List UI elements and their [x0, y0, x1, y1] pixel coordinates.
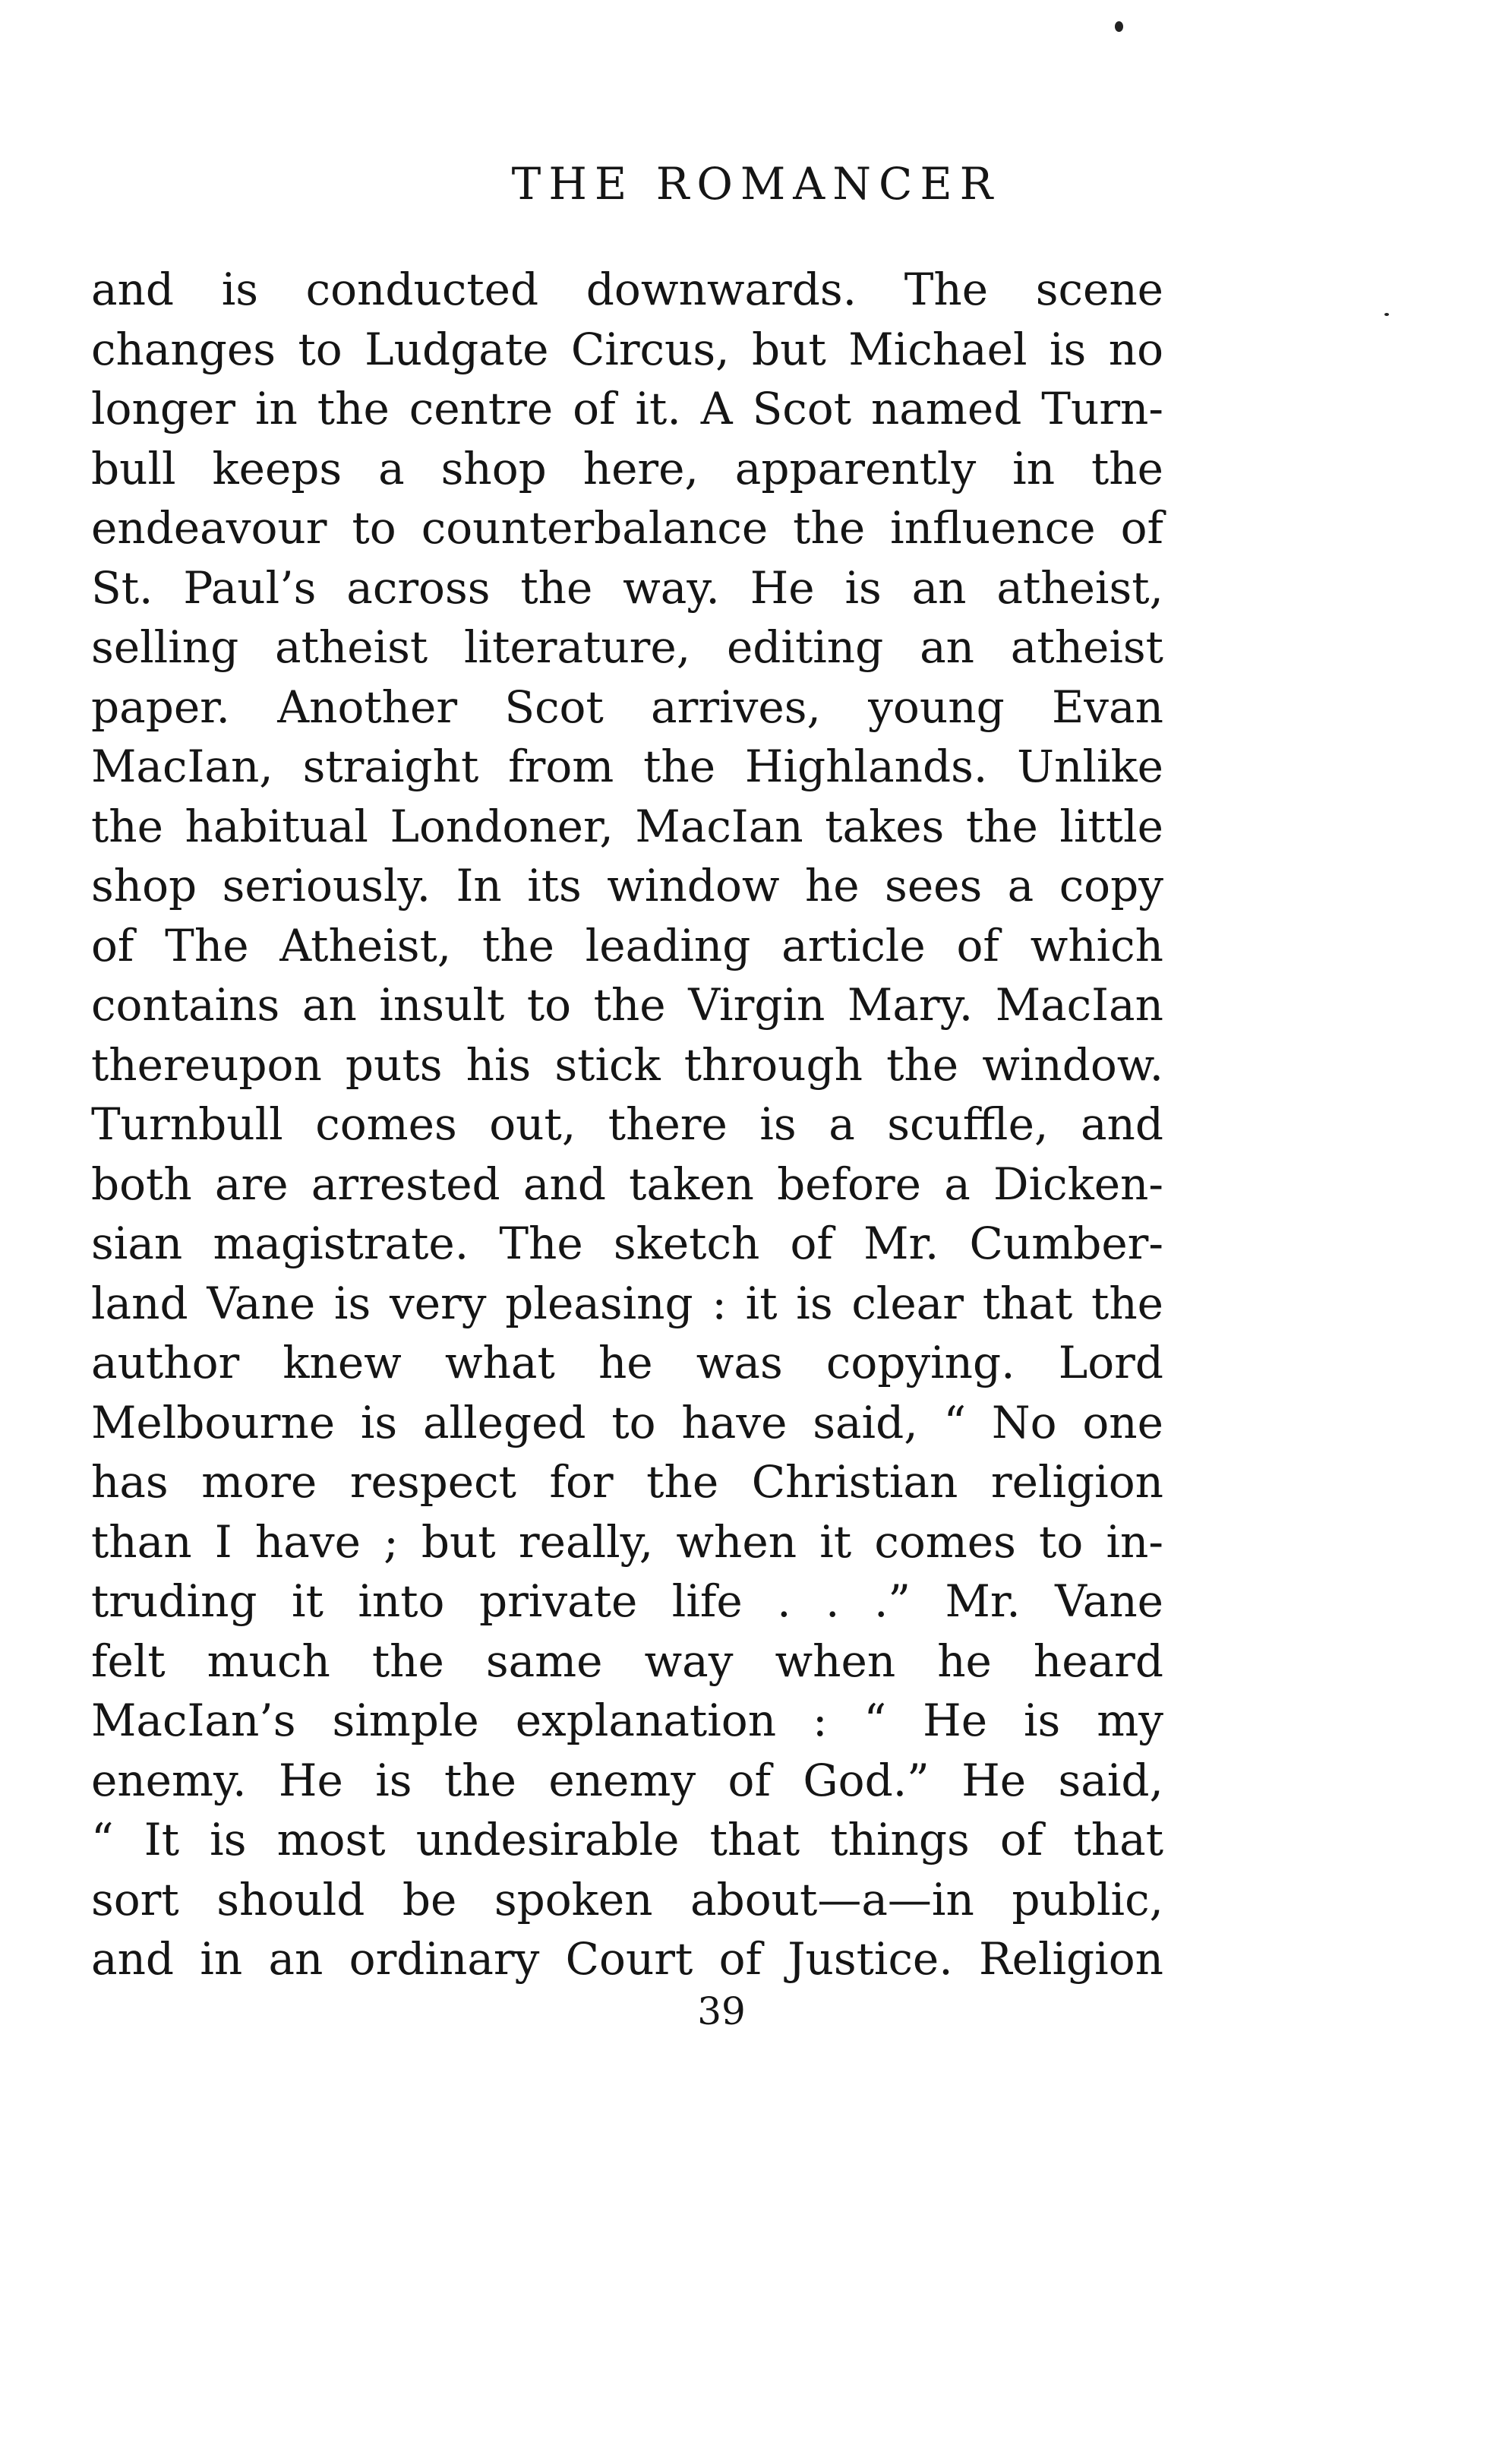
text-line: land Vane is very pleasing : it is clear that the [91, 1277, 1163, 1329]
text-line: “ It is most undesirable that things of that [91, 1814, 1163, 1865]
text-line: changes to Ludgate Circus, but Michael is no [91, 323, 1163, 375]
text-line: the habitual Londoner, MacIan takes the little [91, 800, 1163, 852]
text-line: selling atheist literature, editing an atheist [91, 621, 1163, 673]
text-line: author knew what he was copying. Lord [91, 1337, 1163, 1388]
text-line: bull keeps a shop here, apparently in the [91, 442, 1163, 494]
text-line: MacIan, straight from the Highlands. Unlike [91, 741, 1163, 792]
text-line: than I have ; but really, when it comes to in- [91, 1515, 1163, 1568]
text-line: MacIan’s simple explanation : “ He is my [91, 1695, 1163, 1746]
text-line: longer in the centre of it. A Scot named Turn- [91, 383, 1163, 434]
text-line: Turnbull comes out, there is a scuffle, and [91, 1098, 1163, 1150]
running-title: THE ROMANCER [511, 158, 1001, 210]
text-line: paper. Another Scot arrives, young Evan [91, 681, 1163, 733]
text-line: of The Atheist, the leading article of which [91, 919, 1163, 971]
body-text [91, 260, 1163, 1989]
text-line: contains an insult to the Virgin Mary. MacIan [91, 979, 1163, 1031]
page-number: 39 [697, 1989, 746, 2033]
text-line: sort should be spoken about—a—in public, [91, 1873, 1163, 1925]
text-line: and in an ordinary Court of Justice. Religion [91, 1933, 1163, 1985]
text-line: has more respect for the Christian religion [91, 1456, 1163, 1508]
text-line: sian magistrate. The sketch of Mr. Cumber- [91, 1218, 1163, 1269]
text-line: shop seriously. In its window he sees a copy [91, 860, 1163, 911]
text-line: truding it into private life . . .” Mr. Vane [91, 1575, 1163, 1627]
text-line: both are arrested and taken before a Dicken- [91, 1158, 1163, 1210]
text-line: felt much the same way when he heard [91, 1635, 1163, 1687]
text-line: St. Paul’s across the way. He is an atheist, [91, 561, 1163, 614]
ink-speck [1115, 21, 1123, 32]
text-line: endeavour to counterbalance the influence of [91, 502, 1163, 554]
text-line: thereupon puts his stick through the window. [91, 1038, 1163, 1091]
text-line: Melbourne is alleged to have said, “ No one [91, 1396, 1163, 1448]
ink-speck [1384, 313, 1389, 316]
text-line: enemy. He is the enemy of God.” He said, [91, 1754, 1163, 1806]
text-line: and is conducted downwards. The scene [91, 264, 1163, 315]
